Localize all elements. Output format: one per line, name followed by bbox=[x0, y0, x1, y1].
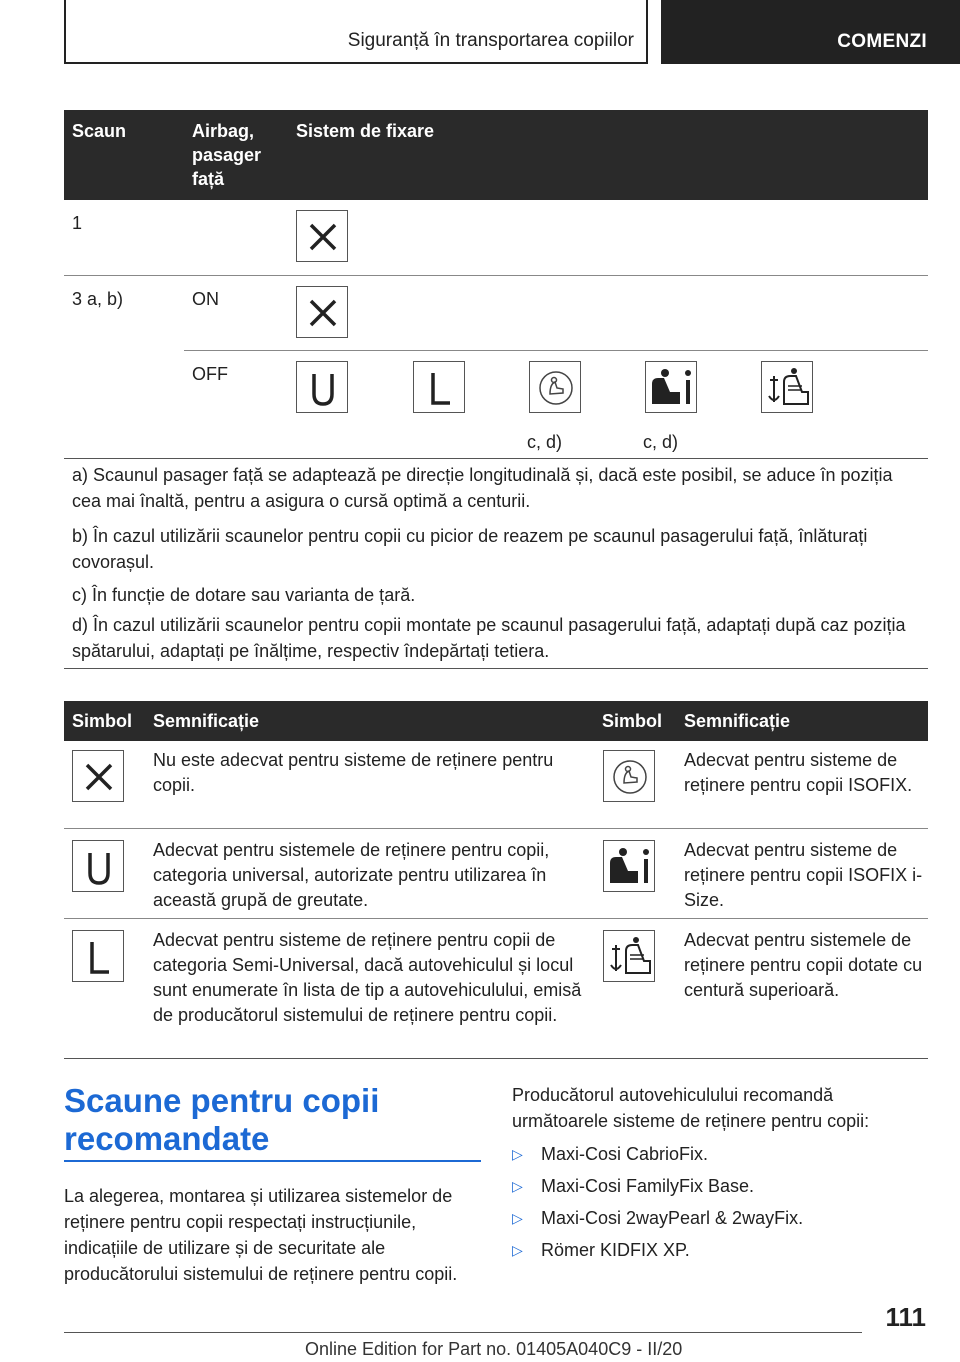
isofix-symbol-icon bbox=[603, 750, 655, 802]
col-fixing-header: Sistem de fixare bbox=[296, 121, 435, 141]
footer-rule bbox=[64, 1332, 862, 1333]
top-tether-symbol-icon bbox=[603, 930, 655, 982]
lead-paragraph: Producătorul autovehiculului recomandă următoarele sisteme de reținere pentru copii: bbox=[512, 1085, 870, 1131]
u-symbol-icon bbox=[296, 361, 348, 413]
seat-row-1-seat: 1 bbox=[72, 213, 83, 233]
header-section-title: Siguranță în transportarea copiilor bbox=[347, 30, 634, 51]
isofix-note: c, d) bbox=[527, 432, 563, 452]
l-symbol-icon bbox=[413, 361, 465, 413]
footnote-b: b) În cazul utilizării scaunelor pentru copii cu picior de reazem pe scaunul pasagerului față, înlăturați covorașul. bbox=[72, 526, 868, 572]
col-meaning-header: Semnificație bbox=[153, 711, 260, 731]
x-symbol-icon bbox=[72, 750, 124, 802]
footnote-c: c) În funcție de dotare sau varianta de țară. bbox=[72, 585, 416, 605]
title-underline bbox=[64, 1160, 481, 1162]
symbol-meaning-isofix: Adecvat pentru sisteme de reținere pentru copii ISOFIX. bbox=[684, 750, 913, 795]
intro-paragraph: La alegerea, montarea și utilizarea sistemelor de reținere pentru copii respectați instrucțiunile, indicațiile de utilizare și de securitate ale producătorului sistemului de reținere pentru copii. bbox=[64, 1186, 458, 1284]
footer-edition: Online Edition for Part no. 01405A040C9 - II/20 bbox=[305, 1339, 683, 1359]
isize-symbol-icon bbox=[645, 361, 697, 413]
col-seat-header: Scaun bbox=[72, 121, 127, 141]
triangle-bullet-icon: ▷ bbox=[512, 1210, 523, 1226]
symbol-table-header bbox=[64, 701, 928, 741]
isize-symbol-icon bbox=[603, 840, 655, 892]
header-section-box bbox=[64, 0, 648, 64]
col-meaning-header-2: Semnificație bbox=[684, 711, 791, 731]
seat-row-2-airbag: ON bbox=[192, 289, 219, 309]
section-title: Scaune pentru copii recomandate bbox=[64, 1082, 380, 1157]
x-symbol-icon bbox=[296, 210, 348, 262]
symbol-meaning-l: Adecvat pentru sisteme de reținere pentru copii de categoria Semi-Universal, dacă autovehiculul și locul sunt enumerate în lista de tip a autovehiculului, emisă de producătorul sistemului de reținere pentru copii. bbox=[153, 930, 582, 1025]
l-symbol-icon bbox=[72, 930, 124, 982]
page-number: 111 bbox=[885, 1302, 926, 1332]
seat-row-2-seat: 3 a, b) bbox=[72, 289, 124, 309]
col-symbol-header-2: Simbol bbox=[602, 711, 663, 731]
row-divider bbox=[64, 275, 928, 276]
isofix-symbol-icon bbox=[529, 361, 581, 413]
symbol-meaning-u: Adecvat pentru sistemele de reținere pentru copii, categoria universal, autorizate pentru utilizarea în această grupă de greutate. bbox=[153, 840, 550, 910]
symbol-meaning-top-tether: Adecvat pentru sistemele de reținere pentru copii dotate cu centură superioară. bbox=[684, 930, 923, 1000]
symbol-meaning-x: Nu este adecvat pentru sisteme de reținere pentru copii. bbox=[153, 750, 554, 795]
x-symbol-icon bbox=[296, 286, 348, 338]
triangle-bullet-icon: ▷ bbox=[512, 1146, 523, 1162]
header-chapter-tab[interactable] bbox=[661, 0, 960, 64]
header-chapter-label: COMENZI bbox=[837, 31, 927, 52]
seat-row-3-airbag: OFF bbox=[192, 364, 228, 384]
table-bottom-rule bbox=[64, 1058, 928, 1059]
isize-note: c, d) bbox=[643, 432, 679, 452]
row-divider bbox=[64, 828, 928, 829]
row-divider bbox=[64, 458, 928, 459]
u-symbol-icon bbox=[72, 840, 124, 892]
symbol-meaning-isize: Adecvat pentru sisteme de reținere pentru copii ISOFIX i-Size. bbox=[684, 840, 923, 910]
row-divider bbox=[64, 918, 928, 919]
row-divider bbox=[184, 350, 928, 351]
col-airbag-header: Airbag, pasager față bbox=[192, 121, 262, 189]
footnote-a: a) Scaunul pasager față se adaptează pe direcție longitudinală și, dacă este posibil, se aduce în poziția cea mai înaltă, pentru a asigura o cursă optimă a centurii. bbox=[72, 465, 893, 511]
triangle-bullet-icon: ▷ bbox=[512, 1178, 523, 1194]
col-symbol-header: Simbol bbox=[72, 711, 133, 731]
top-tether-symbol-icon bbox=[761, 361, 813, 413]
footnote-d: d) În cazul utilizării scaunelor pentru copii montate pe scaunul pasagerului față, adaptați după caz poziția spătarului, adaptați pe înălțime, respectiv îndepărtați tetiera. bbox=[72, 615, 906, 661]
triangle-bullet-icon: ▷ bbox=[512, 1242, 523, 1258]
seat-table-header bbox=[64, 110, 928, 200]
table-bottom-rule bbox=[64, 668, 928, 669]
